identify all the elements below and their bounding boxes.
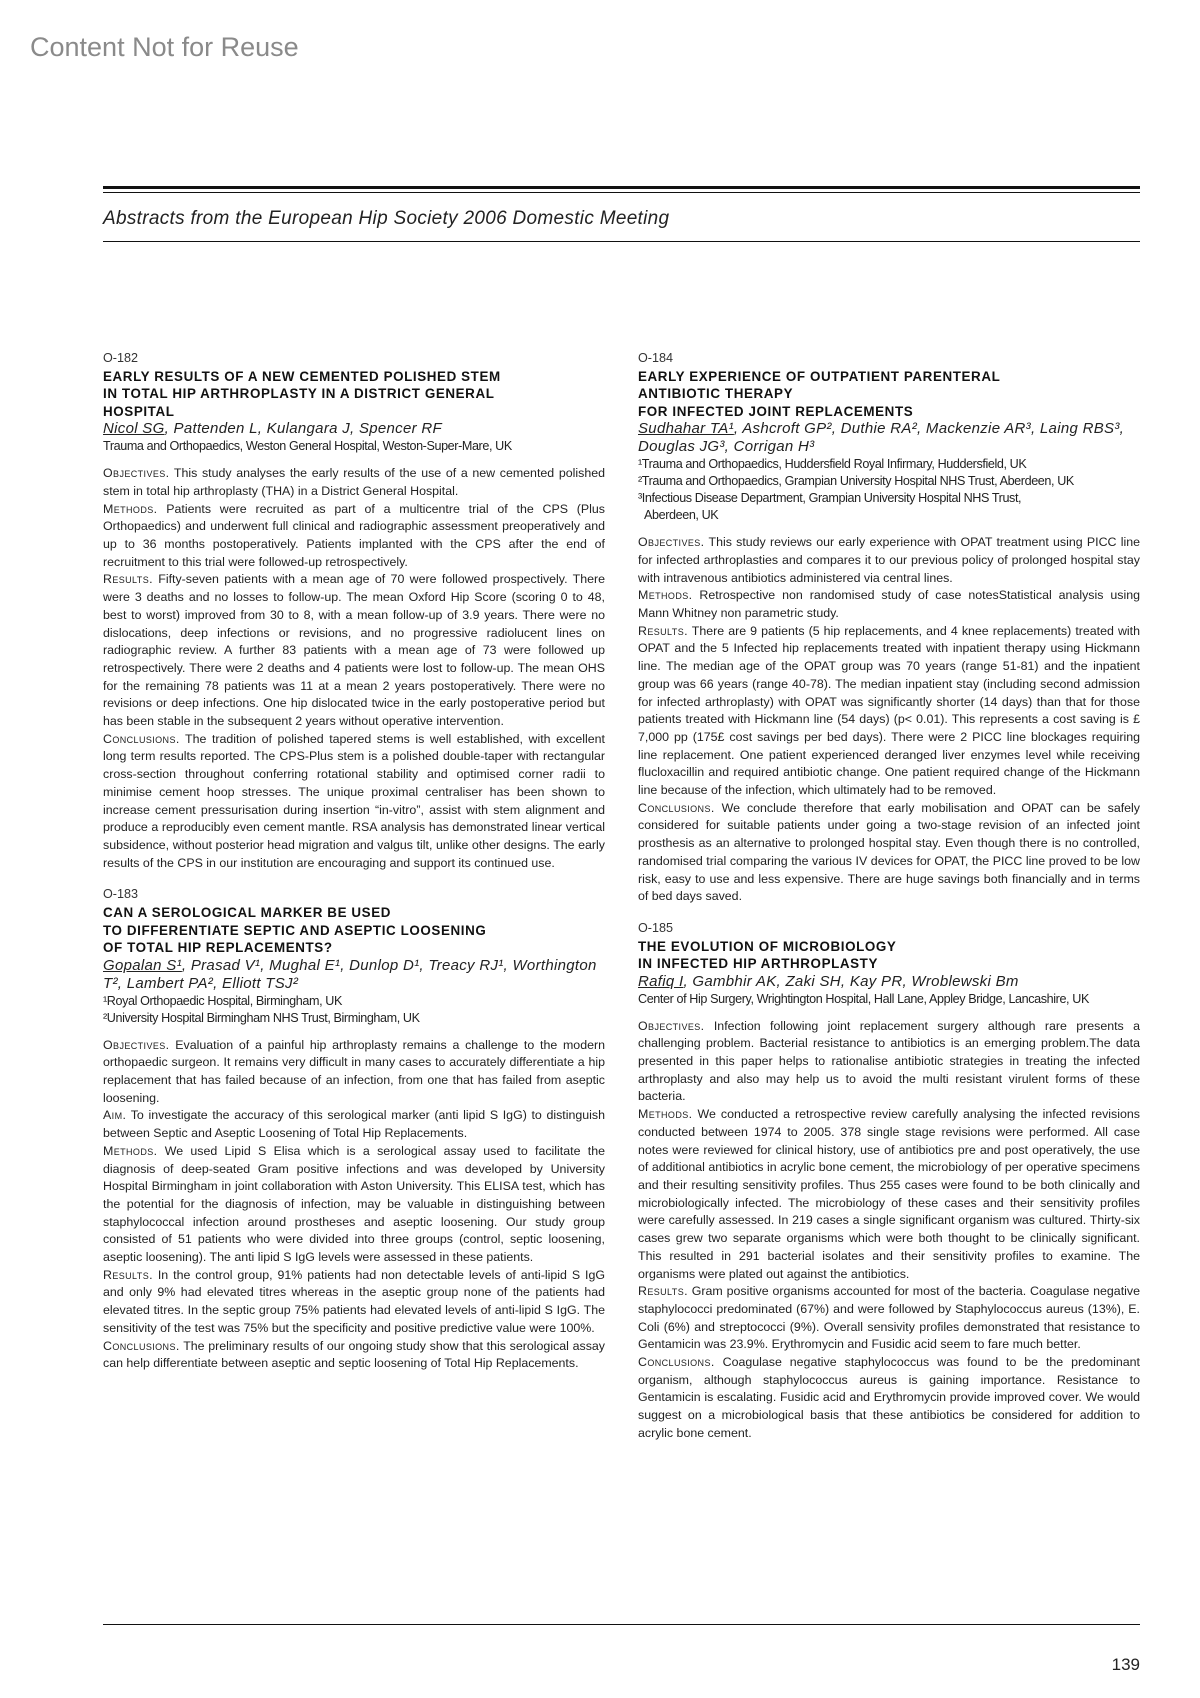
section-label: Results. <box>103 572 153 587</box>
presenting-author: Nicol SG <box>103 420 165 438</box>
section-text: We used Lipid S Elisa which is a serological assay used to facilitate the diagnosis of deep-seated Gram positive infections and was developed by University Hospital Birmingham in joint collaboration with Aston University. This ELISA test, which has the potential for the diagnosis of infection, may be valuable in distinguishing between staphylococcal infection around prostheses and aseptic loosening. Our study group consisted of 51 patients who were divided into three groups (control, septic loosening, aseptic loosening). The anti lipid S IgG levels were assessed in these patients. <box>103 1143 605 1265</box>
section-text: There are 9 patients (5 hip replacements, and 4 knee replacements) treated with OPAT and the 5 Infected hip replacements treated with inpatient therapy using Hickmann line. The median age of the OPAT group was 70 years (range 51-81) and the inpatient group was 66 years (range 40-78). The median inpatient stay (including second admission for infected arthroplasty) with OPAT was significantly shorter (14 days) than that for those patients treated with Hickmann line (54 days) (p< 0.01). This represents a cost saving is £ 7,000 pp (175£ cost savings per bed days). There were 2 PICC line blockages requiring line replacement. One patient experienced deranged liver enzymes level while receiving flucloxacillin and required antibiotic change. One patient required change of the Hickmann line because of the infection, which ultimately had to be removed. <box>638 623 1140 798</box>
affiliations <box>103 993 605 1027</box>
section-text: In the control group, 91% patients had non detectable levels of anti-lipid S IgG and only 9% had elevated titres whereas in the aseptic group none of the patients had elevated titres. In the septic group 75% patients had elevated levels of anti-lipid S IgG. The sensitivity of the test was 75% but the specificity and positive predictive value were 100%. <box>103 1267 605 1335</box>
affiliation: Aberdeen, UK <box>644 508 719 523</box>
journal-title: Abstracts from the European Hip Society 2006 Domestic Meeting <box>103 208 670 229</box>
abstract-section <box>103 1267 605 1338</box>
title-line: HOSPITAL <box>103 403 175 419</box>
abstract-section <box>638 534 1140 587</box>
abstract-title <box>638 938 1140 973</box>
section-text: The tradition of polished tapered stems is well established, with excellent long term results reported. The CPS-Plus stem is a polished double-taper with rectangular cross-section throughout conferring rotational stability and optimised corner radii to minimise cement hoop stresses. The unique proximal centraliser has been shown to increase cement pressurisation during insertion “in-vitro”, assist with stem alignment and produce a reproducibly even cement mantle. RSA analysis has demonstrated linear vertical subsidence, without posterior head migration and valgus tilt, unlike other designs. The early results of the CPS in our institution are encouraging and support its continued use. <box>103 731 605 870</box>
section-label: Conclusions. <box>638 1355 715 1370</box>
abstract <box>103 350 605 872</box>
section-text: This study reviews our early experience with OPAT treatment using PICC line for infected arthroplasties and compares it to our previous policy of prolonged hospital stay with intravenous antibiotics administered via central lines. <box>638 535 1140 585</box>
section-text: Gram positive organisms accounted for most of the bacteria. Coagulase negative staphylococci predominated (67%) and were followed by Staphylococcus aureus (13%), E. Coli (6%) and streptococci (9%). Overall sensivity profiles demonstrated that resistance to Gentamicin was 23.9%. Erythromycin and Fusidic acid seem to fare much better. <box>638 1284 1140 1352</box>
abstract-section <box>638 1106 1140 1283</box>
section-label: Objectives. <box>103 466 170 481</box>
affiliation: ³Infectious Disease Department, Grampian University Hospital NHS Trust, <box>638 491 1022 506</box>
section-label: Conclusions. <box>103 731 180 746</box>
title-line: IN TOTAL HIP ARTHROPLASTY IN A DISTRICT GENERAL <box>103 386 495 402</box>
section-text: We conclude therefore that early mobilisation and OPAT can be safely considered for suitable patients under going a two-stage revision of an infected joint prosthesis as an alternative to prolonged hospital stay. Even though there is no controlled, randomised trial comparing the various IV devices for OPAT, the PICC line proved to be low risk, easy to use and less expensive. There are huge savings both financially and in terms of bed days saved. <box>638 800 1140 904</box>
abstract <box>638 920 1140 1443</box>
presenting-author: Sudhahar TA¹ <box>638 420 734 438</box>
section-text: We conducted a retrospective review carefully analysing the infected revisions conducted between 1974 to 2005. 378 single stage revisions were performed. All case notes were reviewed for clinical history, use of antibiotics pre and post operatively, the use of additional antibiotics in acrylic bone cement, the microbiology of per operative specimens and their resulting sensitivity profiles. Thus 255 cases were found to be both clinically and microbiologically infected. The microbiology of these cases and their sensitivity profiles were carefully assessed. In 219 cases a single significant organism was cultured. Thirty-six cases grew two separate organisms which were both thought to be clinically significant. This resulted in 291 bacterial isolates and their sensitivity profiles to examine. The organisms were plated out against the antibiotics. <box>638 1107 1140 1281</box>
page-number: 139 <box>1111 1655 1140 1674</box>
abstract-section <box>638 587 1140 622</box>
abstract-section <box>638 1283 1140 1354</box>
header-rule <box>103 192 1140 193</box>
title-line: OF TOTAL HIP REPLACEMENTS? <box>103 940 333 956</box>
section-label: Methods. <box>638 1107 693 1122</box>
authors <box>103 957 605 993</box>
section-label: Methods. <box>103 501 158 516</box>
section-text: Evaluation of a painful hip arthroplasty remains a challenge to the modern orthopaedic surgeon. It remains very difficult in many cases to accurately differentiate a hip replacement that has failed because of an infection, from one that has failed from aseptic loosening. <box>103 1037 605 1105</box>
section-label: Results. <box>638 1284 688 1299</box>
footer-rule <box>103 1624 1140 1625</box>
abstract-section <box>103 571 605 730</box>
section-label: Objectives. <box>638 1018 705 1033</box>
section-text: Patients were recruited as part of a multicentre trial of the CPS (Plus Orthopaedics) and underwent full clinical and radiographic assessment preoperatively and up to 36 months postoperatively. Patients implanted with the CPS after the end of recruitment to this trial were followed-up retrospectively. <box>103 501 605 569</box>
section-label: Conclusions. <box>638 800 715 815</box>
title-line: EARLY EXPERIENCE OF OUTPATIENT PARENTERAL <box>638 368 1001 384</box>
affiliation: ¹Royal Orthopaedic Hospital, Birmingham, UK <box>103 993 342 1008</box>
abstract-section <box>638 623 1140 800</box>
title-line: IN INFECTED HIP ARTHROPLASTY <box>638 956 878 972</box>
co-authors: , Ashcroft GP², Duthie RA², Mackenzie AR³, Laing RBS³, Douglas JG³, Corrigan H³ <box>638 420 1125 456</box>
section-text: The preliminary results of our ongoing study show that this serological assay can help differentiate between aseptic and septic loosening of Total Hip Replacements. <box>103 1338 605 1371</box>
section-text: Coagulase negative staphylococcus was found to be the predominant organism, although staphylococcus aureus is gaining importance. Resistance to Gentamicin is escalating. Fusidic acid and Erythromycin provide improved cover. We would suggest on a microbiological basis that these antibiotics be considered for addition to acrylic bone cement. <box>638 1355 1140 1440</box>
abstract-section <box>103 465 605 500</box>
section-text: To investigate the accuracy of this serological marker (anti lipid S IgG) to distinguish between Septic and Aseptic Loosening of Total Hip Replacements. <box>103 1108 605 1141</box>
section-label: Results. <box>638 623 688 638</box>
section-text: Retrospective non randomised study of case notesStatistical analysis using Mann Whitney non parametric study. <box>638 588 1140 621</box>
title-line: ANTIBIOTIC THERAPY <box>638 386 794 402</box>
presenting-author: Rafiq I <box>638 972 684 990</box>
title-line: CAN A SEROLOGICAL MARKER BE USED <box>103 905 392 921</box>
abstract-section <box>638 1018 1140 1107</box>
watermark: Content Not for Reuse <box>30 32 299 62</box>
section-label: Conclusions. <box>103 1338 180 1353</box>
abstract-section <box>103 1107 605 1142</box>
title-line: EARLY RESULTS OF A NEW CEMENTED POLISHED STEM <box>103 368 501 384</box>
section-text: Fifty-seven patients with a mean age of 70 were followed prospectively. There were 3 deaths and no losses to follow-up. The mean Oxford Hip Score (scoring 0 to 48, best to worst) improved from 30 to 8, with a mean follow-up of 3.9 years. There were no dislocations, deep infections or revisions, and no progressive radiolucent lines on radiographic review. A further 83 patients with a mean age of 73 were followed up retrospectively. There were 2 deaths and 4 patients were lost to follow-up. The mean OHS for the remaining 78 patients was 11 at a mean 2 years postoperatively. There were no revisions or deep infections. One hip dislocated twice in the early postoperative period but has been stable in the subsequent 2 years without operative intervention. <box>103 572 605 729</box>
authors <box>103 420 605 438</box>
section-text: This study analyses the early results of the use of a new cemented polished stem in total hip arthroplasty (THA) in a District General Hospital. <box>103 466 605 498</box>
affiliations <box>638 456 1140 524</box>
affiliation: ²Trauma and Orthopaedics, Grampian University Hospital NHS Trust, Aberdeen, UK <box>638 474 1074 489</box>
section-label: Objectives. <box>103 1037 170 1052</box>
title-line: FOR INFECTED JOINT REPLACEMENTS <box>638 403 914 419</box>
section-label: Objectives. <box>638 535 705 550</box>
affiliation: Center of Hip Surgery, Wrightington Hospital, Hall Lane, Appley Bridge, Lancashire, UK <box>638 991 1089 1006</box>
left-column <box>103 350 605 1387</box>
abstract-section <box>638 1354 1140 1443</box>
abstract-title <box>103 904 605 957</box>
abstract-code: O-182 <box>103 351 139 365</box>
abstract-title <box>638 368 1140 421</box>
abstract-section <box>103 1338 605 1373</box>
abstract-section <box>103 731 605 873</box>
abstract-section <box>638 800 1140 906</box>
section-label: Aim. <box>103 1108 127 1123</box>
co-authors: , Gambhir AK, Zaki SH, Kay PR, Wroblewski Bm <box>683 972 1019 990</box>
co-authors: , Pattenden L, Kulangara J, Spencer RF <box>164 420 442 438</box>
authors <box>638 973 1140 991</box>
affiliations <box>103 438 605 455</box>
abstract <box>103 886 605 1373</box>
authors <box>638 420 1140 456</box>
header-rule <box>103 186 1140 189</box>
section-label: Methods. <box>638 588 693 603</box>
abstract-section <box>103 1037 605 1108</box>
section-label: Methods. <box>103 1143 158 1158</box>
section-text: Infection following joint replacement surgery although rare presents a challenging problem. Bacterial resistance to antibiotics is an emerging problem.The data presented in this paper helps to rationalise antibiotic strategies in treating the infected arthroplasty and also may help us to avoid the multi resistant virulent forms of these bacteria. <box>638 1018 1140 1104</box>
abstract-code: O-184 <box>638 351 674 365</box>
abstract-code: O-185 <box>638 920 674 935</box>
presenting-author: Gopalan S¹ <box>103 956 182 974</box>
affiliation: Trauma and Orthopaedics, Weston General Hospital, Weston-Super-Mare, UK <box>103 439 512 454</box>
affiliations <box>638 991 1140 1008</box>
section-label: Results. <box>103 1267 153 1282</box>
abstract-code: O-183 <box>103 887 139 902</box>
title-line: TO DIFFERENTIATE SEPTIC AND ASEPTIC LOOSENING <box>103 922 487 938</box>
abstract-section <box>103 501 605 572</box>
affiliation: ¹Trauma and Orthopaedics, Huddersfield Royal Infirmary, Huddersfield, UK <box>638 457 1027 472</box>
affiliation: ²University Hospital Birmingham NHS Trust, Birmingham, UK <box>103 1010 420 1025</box>
abstract-section <box>103 1143 605 1267</box>
right-column <box>638 350 1140 1457</box>
header-rule <box>103 241 1140 242</box>
title-line: THE EVOLUTION OF MICROBIOLOGY <box>638 938 897 954</box>
abstract <box>638 350 1140 906</box>
abstract-title <box>103 368 605 421</box>
co-authors: , Prasad V¹, Mughal E¹, Dunlop D¹, Treacy RJ¹, Worthington T², Lambert PA², Elliott TSJ² <box>103 956 597 992</box>
